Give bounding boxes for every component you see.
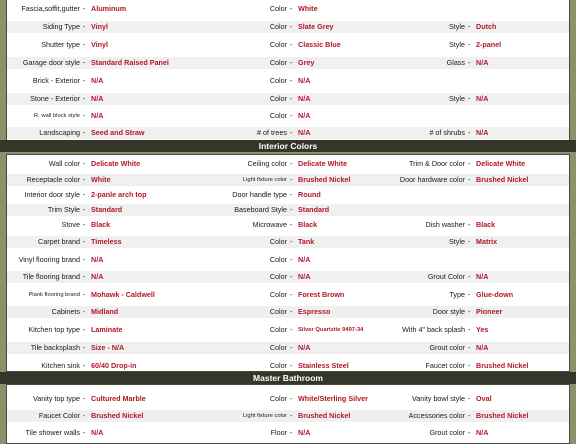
field-value: Cultured Marble xyxy=(91,394,146,403)
spec-row xyxy=(7,127,569,139)
field-label: Color xyxy=(269,343,287,352)
field-value: N/A xyxy=(476,343,489,352)
field-label: # of trees xyxy=(257,128,287,137)
spec-row xyxy=(7,324,569,336)
field-separator: - xyxy=(468,220,471,229)
field-separator: - xyxy=(290,411,293,420)
field-label: Stove xyxy=(61,220,80,229)
field-label: Shutter type xyxy=(41,40,80,49)
field-separator: - xyxy=(83,159,86,168)
field-value: Brushed Nickel xyxy=(298,411,351,420)
field-value: Dutch xyxy=(476,22,497,31)
field-separator: - xyxy=(468,411,471,420)
field-value: White/Sterling Silver xyxy=(298,394,368,403)
field-separator: - xyxy=(83,290,86,299)
field-separator: - xyxy=(290,4,293,13)
spec-row xyxy=(7,75,569,87)
spec-row xyxy=(7,289,569,301)
field-value: N/A xyxy=(91,111,104,120)
field-label: Kitchen sink xyxy=(41,361,80,370)
field-label: Color xyxy=(269,361,287,370)
interior-colors-header: Interior Colors xyxy=(0,140,576,152)
field-separator: - xyxy=(468,361,471,370)
field-value: N/A xyxy=(298,272,311,281)
field-separator: - xyxy=(83,58,86,67)
field-separator: - xyxy=(83,128,86,137)
field-value: Oval xyxy=(476,394,492,403)
field-separator: - xyxy=(290,190,293,199)
field-value: Classic Blue xyxy=(298,40,341,49)
field-value: Timeless xyxy=(91,237,122,246)
spec-row xyxy=(7,110,569,122)
field-value: Grey xyxy=(298,58,315,67)
field-label: Color xyxy=(269,4,287,13)
field-label: Cabinets xyxy=(51,307,80,316)
master-bathroom-header: Master Bathroom xyxy=(0,372,576,384)
field-separator: - xyxy=(83,94,86,103)
field-separator: - xyxy=(290,428,293,437)
spec-row xyxy=(7,39,569,51)
field-separator: - xyxy=(83,428,86,437)
field-separator: - xyxy=(290,22,293,31)
field-value: Standard Raised Panel xyxy=(91,58,169,67)
field-label: Style xyxy=(449,237,465,246)
spec-row xyxy=(7,158,569,170)
field-separator: - xyxy=(290,220,293,229)
field-label: Color xyxy=(269,111,287,120)
field-value: Yes xyxy=(476,325,489,334)
field-value: Matrix xyxy=(476,237,498,246)
field-separator: - xyxy=(83,190,86,199)
field-value: N/A xyxy=(91,272,104,281)
field-label: Floor xyxy=(270,428,287,437)
field-separator: - xyxy=(290,394,293,403)
field-separator: - xyxy=(290,290,293,299)
field-separator: - xyxy=(290,94,293,103)
field-label: Tile flooring brand xyxy=(22,272,80,281)
field-separator: - xyxy=(468,22,471,31)
field-separator: - xyxy=(83,272,86,281)
field-value: Espresso xyxy=(298,307,331,316)
field-separator: - xyxy=(83,220,86,229)
field-separator: - xyxy=(83,255,86,264)
field-value: Size - N/A xyxy=(91,343,125,352)
field-label: Color xyxy=(269,76,287,85)
field-value: Slate Grey xyxy=(298,22,334,31)
spec-row xyxy=(7,342,569,354)
field-label: Tile backsplash xyxy=(30,343,80,352)
field-separator: - xyxy=(290,343,293,352)
field-separator: - xyxy=(290,325,293,334)
field-value: N/A xyxy=(91,94,104,103)
field-label: Siding Type xyxy=(42,22,80,31)
field-value: 60/40 Drop-in xyxy=(91,361,137,370)
field-label: Tile shower walls xyxy=(25,428,80,437)
field-value: Midland xyxy=(91,307,119,316)
field-separator: - xyxy=(83,343,86,352)
field-separator: - xyxy=(468,290,471,299)
field-separator: - xyxy=(468,325,471,334)
field-separator: - xyxy=(468,58,471,67)
field-separator: - xyxy=(468,237,471,246)
field-label: # of shrubs xyxy=(429,128,465,137)
field-separator: - xyxy=(290,159,293,168)
field-value: Black xyxy=(476,220,496,229)
exterior-section xyxy=(6,0,570,144)
field-label: Dish washer xyxy=(425,220,465,229)
field-value: Black xyxy=(298,220,318,229)
field-value: N/A xyxy=(476,94,489,103)
field-separator: - xyxy=(83,76,86,85)
field-label: Vinyl flooring brand xyxy=(18,255,80,264)
field-separator: - xyxy=(83,205,86,214)
field-separator: - xyxy=(468,428,471,437)
field-separator: - xyxy=(290,272,293,281)
field-value: N/A xyxy=(91,428,104,437)
field-value: N/A xyxy=(298,128,311,137)
field-label: Door handle type xyxy=(232,190,287,199)
field-separator: - xyxy=(290,128,293,137)
field-label: R. wall block style xyxy=(33,113,80,119)
field-label: Color xyxy=(269,290,287,299)
field-separator: - xyxy=(83,4,86,13)
field-value: N/A xyxy=(298,428,311,437)
field-label: Landscaping xyxy=(39,128,80,137)
field-label: Color xyxy=(269,325,287,334)
field-label: Trim Style xyxy=(47,205,80,214)
field-label: Color xyxy=(269,394,287,403)
spec-row xyxy=(7,271,569,283)
field-separator: - xyxy=(83,394,86,403)
field-separator: - xyxy=(290,361,293,370)
spec-row xyxy=(7,219,569,231)
field-separator: - xyxy=(290,58,293,67)
field-label: Faucet color xyxy=(425,361,465,370)
field-value: Tank xyxy=(298,237,315,246)
field-value: Brushed Nickel xyxy=(476,361,529,370)
field-separator: - xyxy=(290,237,293,246)
field-value: N/A xyxy=(298,255,311,264)
spec-row xyxy=(7,393,569,405)
field-value: N/A xyxy=(298,94,311,103)
field-separator: - xyxy=(468,394,471,403)
field-separator: - xyxy=(468,175,471,184)
field-separator: - xyxy=(83,361,86,370)
spec-row xyxy=(7,410,569,422)
field-separator: - xyxy=(290,307,293,316)
field-label: Microwave xyxy=(252,220,287,229)
field-separator: - xyxy=(83,325,86,334)
spec-row xyxy=(7,174,569,186)
field-value: Delicate White xyxy=(298,159,348,168)
field-value: Black xyxy=(91,220,111,229)
field-value: Delicate White xyxy=(476,159,526,168)
field-separator: - xyxy=(468,307,471,316)
field-value: White xyxy=(91,175,111,184)
field-label: Garage door style xyxy=(22,58,80,67)
field-separator: - xyxy=(83,175,86,184)
field-separator: - xyxy=(83,111,86,120)
field-value: N/A xyxy=(91,76,104,85)
field-label: Door hardware color xyxy=(399,175,465,184)
field-value: Glue-down xyxy=(476,290,514,299)
spec-row xyxy=(7,204,569,216)
spec-row xyxy=(7,21,569,33)
field-value: N/A xyxy=(298,343,311,352)
field-value: Delicate White xyxy=(91,159,141,168)
field-label: Accessories color xyxy=(408,411,465,420)
field-label: Stone - Exterior xyxy=(30,94,80,103)
field-separator: - xyxy=(290,76,293,85)
field-separator: - xyxy=(83,22,86,31)
field-label: Color xyxy=(269,94,287,103)
field-label: Color xyxy=(269,307,287,316)
field-separator: - xyxy=(468,272,471,281)
field-value: Pioneer xyxy=(476,307,503,316)
field-label: Ceiling color xyxy=(247,159,287,168)
field-value: 2-panel xyxy=(476,40,502,49)
spec-row xyxy=(7,189,569,201)
field-label: Brick - Exterior xyxy=(32,76,80,85)
field-label: Vanity bowl style xyxy=(412,394,465,403)
field-label: Style xyxy=(449,94,465,103)
spec-row xyxy=(7,57,569,69)
field-value: Brushed Nickel xyxy=(476,175,529,184)
field-separator: - xyxy=(290,175,293,184)
field-value: Seed and Straw xyxy=(91,128,145,137)
field-label: Grout color xyxy=(429,428,465,437)
field-label: Plank flooring brand xyxy=(28,292,80,298)
field-label: Receptacle color xyxy=(26,175,80,184)
field-value: Stainless Steel xyxy=(298,361,349,370)
field-value: Forest Brown xyxy=(298,290,345,299)
field-separator: - xyxy=(83,307,86,316)
field-label: Style xyxy=(449,22,465,31)
field-label: Color xyxy=(269,40,287,49)
field-value: N/A xyxy=(476,128,489,137)
master-bathroom-section xyxy=(6,384,570,444)
field-separator: - xyxy=(290,255,293,264)
field-value: N/A xyxy=(91,255,104,264)
field-separator: - xyxy=(468,40,471,49)
field-separator: - xyxy=(468,343,471,352)
spec-row xyxy=(7,360,569,372)
field-value: Round xyxy=(298,190,321,199)
spec-row xyxy=(7,306,569,318)
field-label: Glass xyxy=(446,58,465,67)
field-value: N/A xyxy=(476,272,489,281)
field-value: Silver Quartzite 9497-34 xyxy=(298,327,364,333)
field-separator: - xyxy=(83,40,86,49)
field-label: Kitchen top type xyxy=(28,325,80,334)
field-label: Grout color xyxy=(429,343,465,352)
interior-section xyxy=(6,154,570,372)
field-separator: - xyxy=(83,237,86,246)
field-value: Vinyl xyxy=(91,40,109,49)
field-label: Grout Color xyxy=(427,272,465,281)
field-label: Light fixture color xyxy=(242,177,287,183)
spec-row xyxy=(7,3,569,15)
field-label: Door style xyxy=(432,307,465,316)
field-label: Color xyxy=(269,22,287,31)
field-label: Style xyxy=(449,40,465,49)
spec-row xyxy=(7,93,569,105)
field-value: Brushed Nickel xyxy=(298,175,351,184)
field-label: Baseboard Style xyxy=(234,205,287,214)
spec-row xyxy=(7,427,569,439)
field-label: Interior door style xyxy=(24,190,80,199)
field-label: Light fixture color xyxy=(242,413,287,419)
field-label: Color xyxy=(269,237,287,246)
field-separator: - xyxy=(83,411,86,420)
field-label: Vanity top type xyxy=(32,394,80,403)
field-value: Brushed Nickel xyxy=(476,411,529,420)
field-label: Type xyxy=(449,290,465,299)
field-separator: - xyxy=(468,159,471,168)
field-label: Color xyxy=(269,255,287,264)
field-value: N/A xyxy=(476,428,489,437)
field-value: Standard xyxy=(91,205,123,214)
field-label: Trim & Door color xyxy=(408,159,465,168)
spec-row xyxy=(7,254,569,266)
field-label: Wall color xyxy=(48,159,80,168)
field-value: N/A xyxy=(298,76,311,85)
field-value: 2-panle arch top xyxy=(91,190,147,199)
field-label: Carpet brand xyxy=(38,237,80,246)
field-value: Brushed Nickel xyxy=(91,411,144,420)
field-label: With 4" back splash xyxy=(402,325,465,334)
field-value: N/A xyxy=(298,111,311,120)
field-value: Mohawk - Caldwell xyxy=(91,290,155,299)
field-separator: - xyxy=(290,111,293,120)
field-value: Laminate xyxy=(91,325,123,334)
field-label: Color xyxy=(269,272,287,281)
field-value: Standard xyxy=(298,205,330,214)
field-separator: - xyxy=(468,94,471,103)
field-value: White xyxy=(298,4,318,13)
field-label: Faucet Color xyxy=(38,411,80,420)
field-label: Fascia,soffit,gutter xyxy=(21,4,80,13)
field-separator: - xyxy=(468,128,471,137)
field-value: N/A xyxy=(476,58,489,67)
field-value: Aluminum xyxy=(91,4,127,13)
spec-row xyxy=(7,236,569,248)
field-separator: - xyxy=(290,205,293,214)
field-separator: - xyxy=(290,40,293,49)
field-value: Vinyl xyxy=(91,22,109,31)
field-label: Color xyxy=(269,58,287,67)
